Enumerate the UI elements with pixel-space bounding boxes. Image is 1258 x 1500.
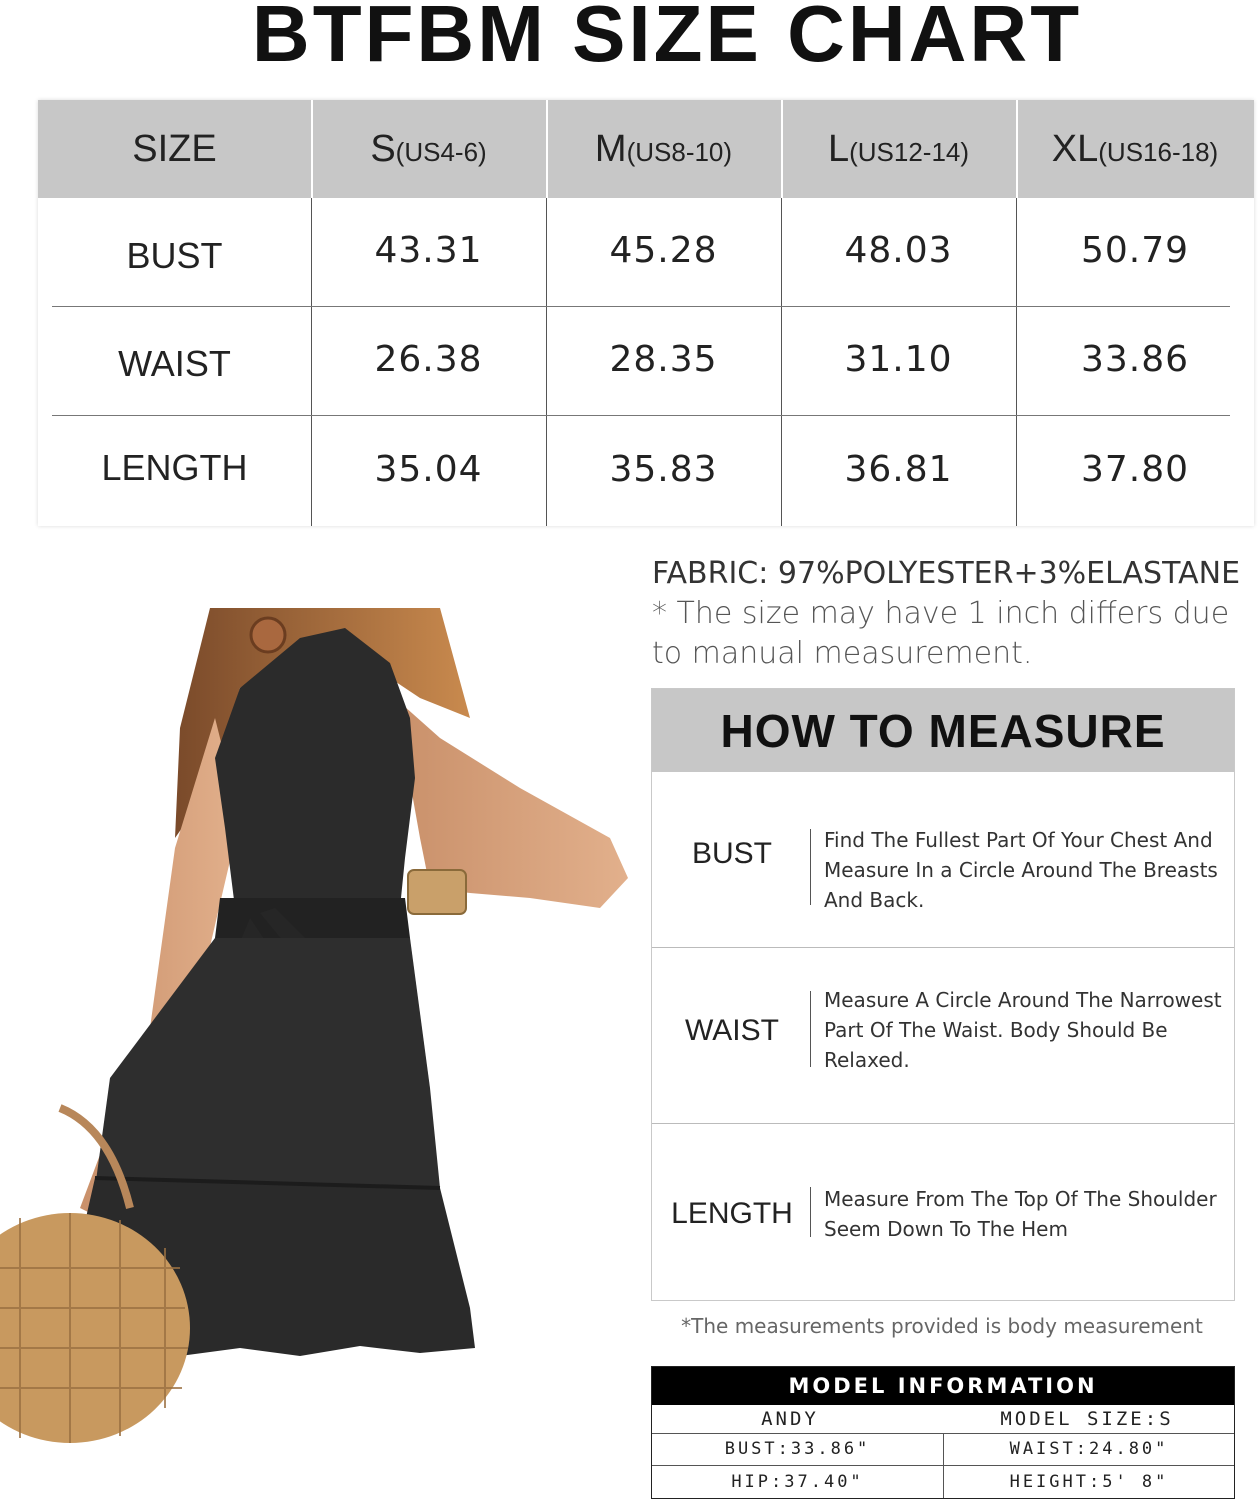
waist-m: 28.35: [609, 338, 718, 380]
model-information-table: [651, 1366, 1235, 1499]
how-to-measure-title: HOW TO MEASURE: [652, 689, 1234, 772]
model-information-title: MODEL INFORMATION: [652, 1367, 1234, 1405]
waist-s: 26.38: [374, 338, 483, 380]
model-name: ANDY: [761, 1408, 819, 1430]
size-difference-note: * The size may have 1 inch differs due to manual measurement.: [652, 596, 1230, 671]
model-hip: HIP:37.40": [731, 1472, 864, 1492]
size-chart-table: [38, 100, 1254, 526]
measure-label-length: LENGTH: [671, 1197, 793, 1230]
page-title: BTFBM SIZE CHART: [251, 0, 1083, 78]
size-header-label: SIZE: [132, 127, 217, 170]
row-label-bust: BUST: [126, 235, 223, 276]
how-to-measure-panel: [651, 688, 1235, 1301]
waist-xl: 33.86: [1080, 338, 1190, 380]
measure-desc-length: Measure From The Top Of The Shoulder Seem Down To The Hem: [824, 1187, 1217, 1241]
model-photo: [0, 608, 640, 1450]
measure-label-waist: WAIST: [685, 1014, 779, 1047]
size-col-m: M (US8-10): [594, 127, 733, 170]
size-table-header: [38, 100, 1254, 198]
model-bust: BUST:33.86": [724, 1439, 871, 1459]
measure-desc-waist: Measure A Circle Around The Narrowest Part Of The Waist. Body Should Be Relaxed.: [824, 988, 1222, 1072]
waist-l: 31.10: [844, 338, 953, 380]
bust-m: 45.28: [609, 229, 718, 271]
bracelet-icon: [408, 870, 466, 914]
model-size: MODEL SIZE:S: [1000, 1408, 1174, 1430]
fabric-composition: FABRIC: 97%POLYESTER+3%ELASTANE: [652, 556, 1241, 591]
bust-l: 48.03: [844, 229, 953, 271]
body-measurement-note: *The measurements provided is body measurement: [681, 1314, 1203, 1338]
row-label-length: LENGTH: [101, 447, 248, 488]
dress-illustration: [0, 608, 640, 1450]
length-xl: 37.80: [1080, 448, 1190, 490]
model-height: HEIGHT:5' 8": [1009, 1472, 1169, 1492]
measure-row-length: [652, 1124, 1234, 1300]
bust-s: 43.31: [374, 229, 483, 271]
row-label-waist: WAIST: [118, 343, 231, 384]
measure-row-waist: [652, 948, 1234, 1124]
length-s: 35.04: [374, 448, 483, 490]
measure-desc-bust: Find The Fullest Part Of Your Chest And Measure In a Circle Around The Breasts And Back.: [824, 828, 1218, 912]
model-waist: WAIST:24.80": [1009, 1439, 1169, 1459]
measure-row-bust: [652, 772, 1234, 948]
size-col-l: L (US12-14): [827, 127, 970, 170]
length-m: 35.83: [609, 448, 718, 490]
length-l: 36.81: [844, 448, 953, 490]
size-col-xl: XL (US16-18): [1051, 127, 1219, 170]
earring-icon: [251, 618, 285, 652]
bust-xl: 50.79: [1080, 229, 1190, 271]
measure-label-bust: BUST: [691, 837, 772, 870]
size-col-s: S (US4-6): [370, 127, 487, 170]
